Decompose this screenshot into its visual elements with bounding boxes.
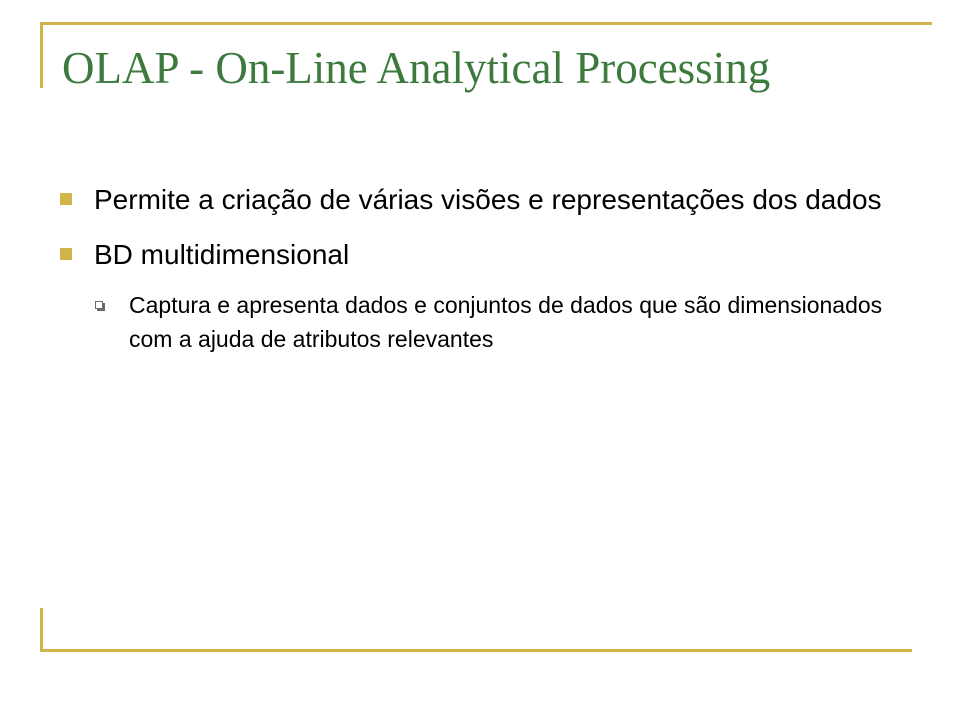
bullet-item bbox=[58, 233, 898, 276]
bullet-text: BD multidimensional bbox=[94, 239, 350, 270]
top-rule bbox=[40, 22, 932, 25]
sub-bullet-item bbox=[93, 288, 898, 356]
bullet-item bbox=[58, 178, 898, 221]
bottom-rule bbox=[40, 649, 912, 652]
filled-square-icon bbox=[60, 193, 72, 205]
bullet-list bbox=[58, 178, 898, 356]
sub-bullet-text: Captura e apresenta dados e conjuntos de dados que são dimensionados com a ajuda de atributos relevantes bbox=[129, 292, 883, 352]
hollow-square-shadow-icon bbox=[95, 301, 103, 309]
bullet-text: Permite a criação de várias visões e representações dos dados bbox=[94, 184, 882, 215]
filled-square-icon bbox=[60, 248, 72, 260]
slide-title: OLAP - On-Line Analytical Processing bbox=[62, 43, 771, 93]
bottom-left-rule bbox=[40, 608, 43, 652]
left-rule bbox=[40, 22, 43, 88]
